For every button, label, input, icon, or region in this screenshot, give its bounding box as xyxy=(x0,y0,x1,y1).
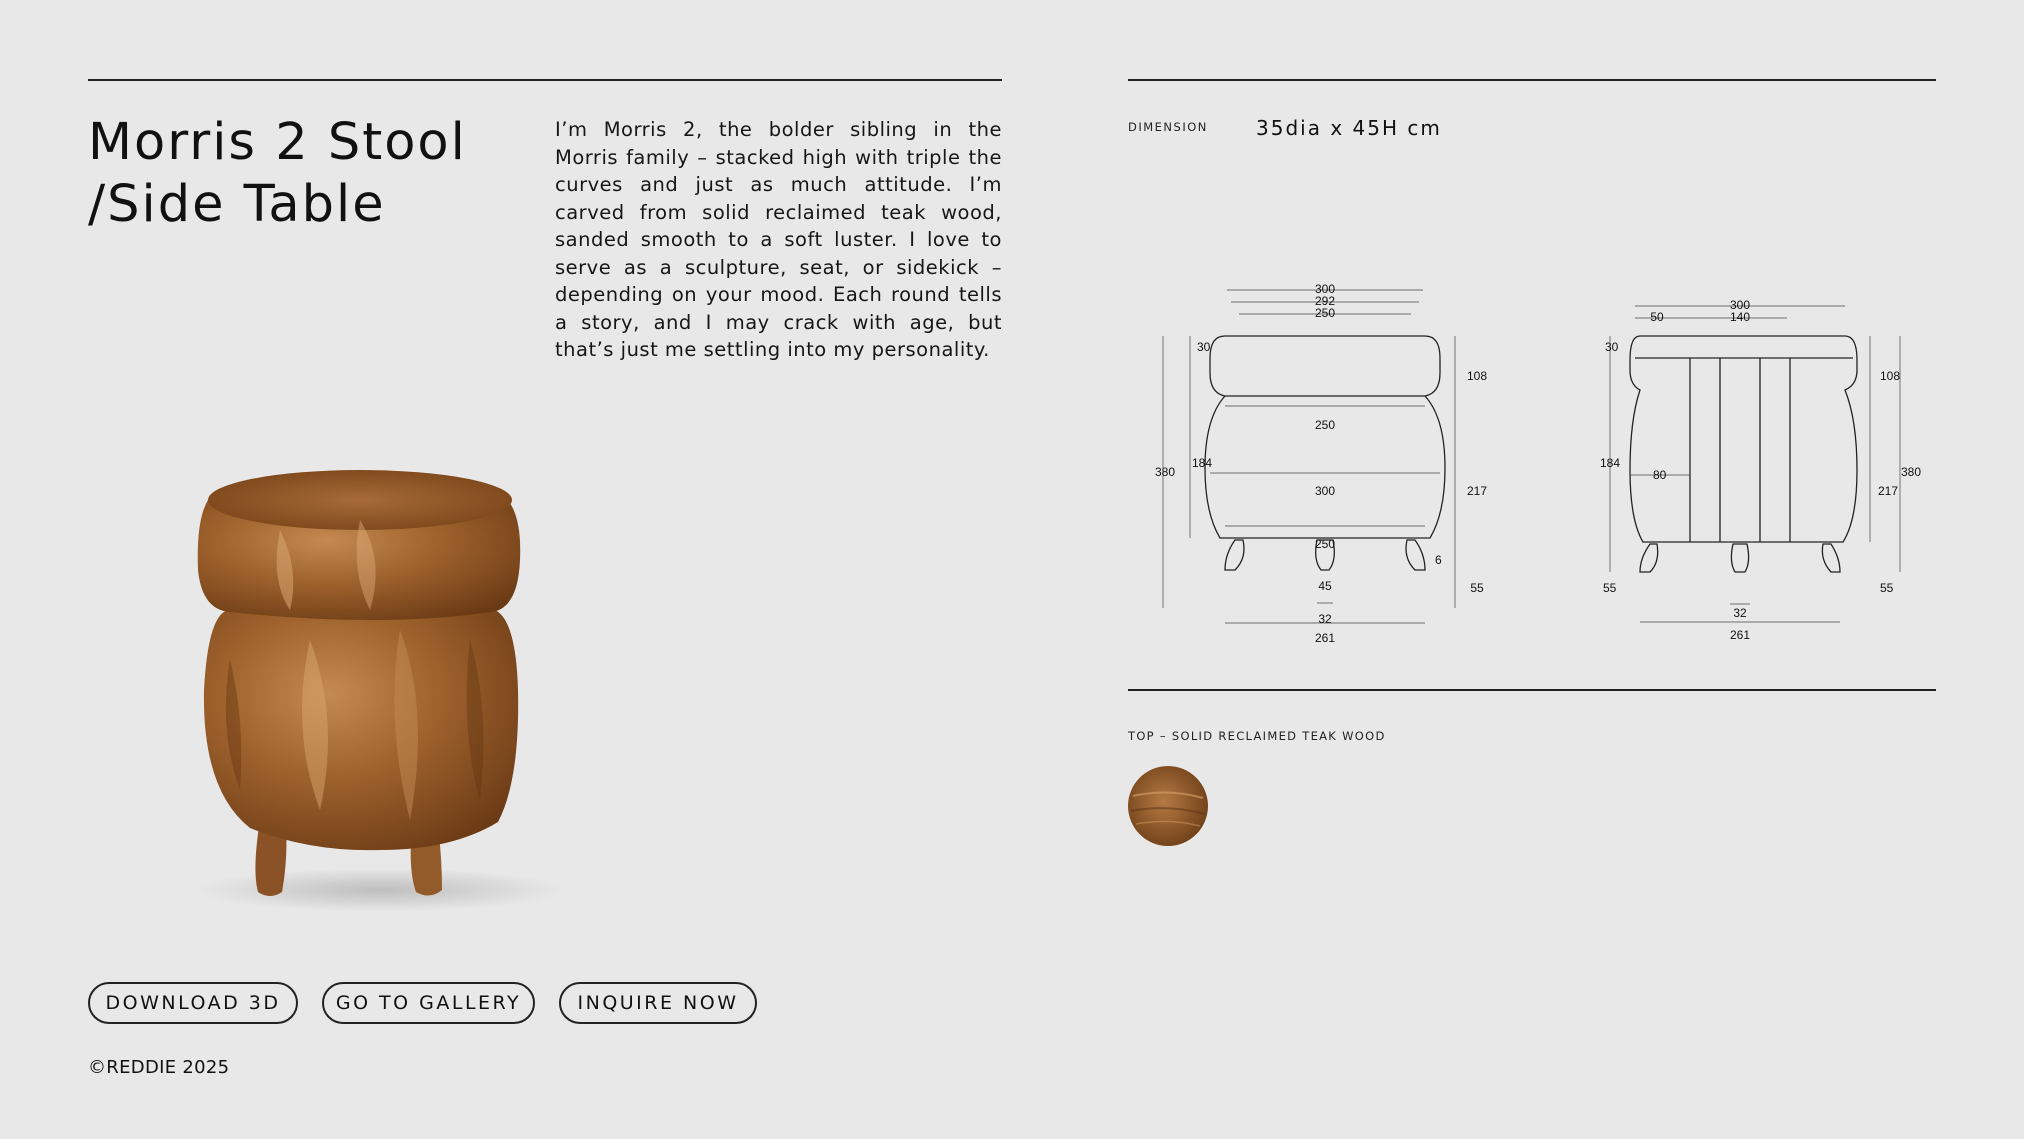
side-dim-50: 50 xyxy=(1650,310,1664,324)
dim-380: 380 xyxy=(1155,465,1176,479)
copyright: ©REDDIE 2025 xyxy=(88,1057,230,1078)
dim-32: 32 xyxy=(1318,612,1332,626)
side-dim-55-left: 55 xyxy=(1603,581,1617,595)
side-dim-300: 300 xyxy=(1729,298,1751,312)
side-dim-32: 32 xyxy=(1733,606,1747,620)
dim-250-low: 250 xyxy=(1314,537,1336,551)
dim-300-mid: 300 xyxy=(1314,484,1336,498)
floor-shadow xyxy=(195,868,565,910)
material-swatch[interactable] xyxy=(1128,766,1208,846)
dim-217: 217 xyxy=(1466,484,1488,498)
product-image xyxy=(190,460,570,910)
product-title-line2: /Side Table xyxy=(88,175,386,234)
side-dim-55-right: 55 xyxy=(1880,581,1894,595)
divider-right-top xyxy=(1128,79,1936,81)
divider-left xyxy=(88,79,1002,81)
dim-184: 184 xyxy=(1192,456,1213,470)
side-dim-30: 30 xyxy=(1605,340,1619,354)
material-label: TOP – SOLID RECLAIMED TEAK WOOD xyxy=(1128,729,1386,743)
teak-wood-swatch xyxy=(1128,766,1208,846)
product-title xyxy=(88,112,467,236)
inquire-now-button[interactable]: INQUIRE NOW xyxy=(559,982,757,1024)
dim-300-top: 300 xyxy=(1314,282,1336,296)
dim-292: 292 xyxy=(1314,294,1336,308)
side-dim-217: 217 xyxy=(1878,484,1899,498)
divider-right-middle xyxy=(1128,689,1936,691)
product-title-line1: Morris 2 Stool xyxy=(88,113,467,172)
download-3d-button[interactable]: DOWNLOAD 3D xyxy=(88,982,298,1024)
side-dim-108: 108 xyxy=(1880,369,1901,383)
dim-45: 45 xyxy=(1318,579,1332,593)
go-to-gallery-button[interactable]: GO TO GALLERY xyxy=(322,982,535,1024)
dim-250-top: 250 xyxy=(1314,306,1336,320)
side-dim-140: 140 xyxy=(1729,310,1751,324)
technical-drawing-side xyxy=(1595,290,1930,650)
technical-drawing-front xyxy=(1155,278,1510,653)
dim-55: 55 xyxy=(1470,581,1484,595)
side-outline xyxy=(1630,336,1857,542)
front-outline xyxy=(1205,336,1445,538)
side-dim-261: 261 xyxy=(1729,628,1751,642)
dim-250-mid: 250 xyxy=(1314,418,1336,432)
side-dim-80: 80 xyxy=(1653,468,1667,482)
dimension-value: 35dia x 45H cm xyxy=(1256,116,1442,140)
dim-261: 261 xyxy=(1314,631,1336,645)
side-dim-380: 380 xyxy=(1901,465,1922,479)
dim-108: 108 xyxy=(1466,369,1488,383)
product-description: I’m Morris 2, the bolder sibling in the Morris family – stacked high with triple the curves and just as much attitude. I’m carved from solid reclaimed teak wood, sanded smooth to a soft luster. I love to serve as a sculpture, seat, or sidekick – depending on your mood. Each round tells a story, and I may crack with age, but that’s just me settling into my personality. xyxy=(555,118,1002,361)
dim-6: 6 xyxy=(1435,553,1442,567)
side-dim-184: 184 xyxy=(1600,456,1621,470)
dim-30: 30 xyxy=(1197,340,1211,354)
dimension-label: DIMENSION xyxy=(1128,120,1208,134)
